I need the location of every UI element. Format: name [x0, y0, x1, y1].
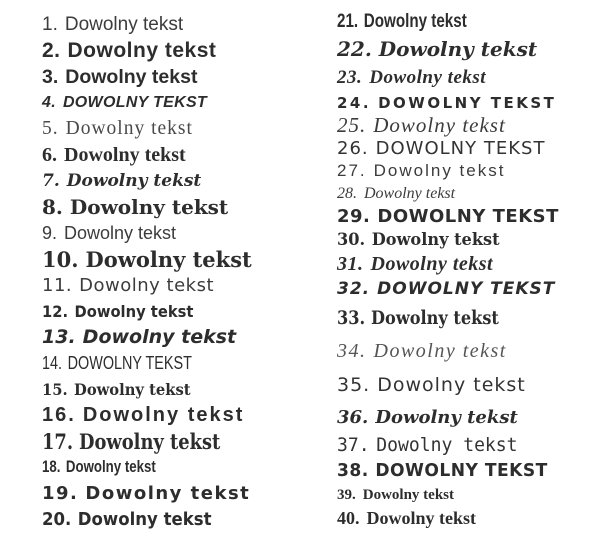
font-number: 30. — [337, 230, 366, 250]
font-sample-item — [337, 507, 559, 529]
font-sample-item — [337, 228, 548, 252]
font-number: 40. — [337, 507, 360, 528]
font-sample-text: DOWOLNY TEKST — [377, 206, 559, 227]
font-sample-text: Dowolny tekst — [85, 246, 252, 272]
font-number: 6. — [42, 143, 57, 166]
font-number: 10. — [42, 246, 79, 272]
font-sample-item — [337, 483, 559, 507]
font-sample-item — [42, 142, 252, 168]
font-sample-item — [42, 350, 210, 376]
font-number: 15. — [42, 379, 68, 399]
font-number: 21. — [337, 11, 359, 32]
font-number: 28. — [337, 184, 357, 202]
font-sample-text: DOWOLNY TEKST — [377, 279, 556, 299]
font-sample-text: Dowolny tekst — [369, 67, 487, 88]
font-sample-text: DOWOLNY TEKST — [378, 94, 557, 112]
font-sample-item — [42, 168, 252, 194]
font-sample-text: Dowolny tekst — [375, 406, 518, 428]
font-sample-text: Dowolny tekst — [371, 230, 500, 250]
font-sample-text: Dowolny tekst — [79, 274, 215, 296]
font-number: 22. — [337, 37, 372, 61]
font-sample-text: DOWOLNY TEKST — [375, 138, 546, 159]
font-sample-item — [337, 160, 559, 182]
font-number: 1. — [42, 14, 58, 35]
font-sample-text: Dowolny tekst — [69, 195, 229, 219]
font-sample-item — [337, 402, 559, 432]
font-number: 11. — [42, 274, 73, 296]
font-sample-text: Dowolny tekst — [82, 403, 245, 426]
font-sample-text: Dowolny tekst — [74, 379, 191, 399]
font-number: 27. — [337, 161, 367, 180]
font-sample-text: Dowolny tekst — [373, 161, 506, 180]
font-sample-item — [337, 334, 559, 368]
font-number: 35. — [337, 374, 371, 396]
font-number: 13. — [42, 326, 76, 348]
font-sample-text: DOWOLNY TEKST — [62, 94, 208, 111]
font-sample-text: DOWOLNY TEKST — [375, 459, 548, 481]
font-sample-text: DOWOLNY TEKST — [67, 352, 192, 373]
font-sample-item — [337, 457, 548, 483]
font-sample-item — [42, 64, 252, 90]
font-number: 12. — [42, 301, 69, 321]
font-sample-text: Dowolny tekst — [65, 118, 193, 139]
font-sample-item — [42, 116, 252, 142]
font-number: 38. — [337, 459, 369, 481]
font-number: 37. — [337, 433, 370, 456]
font-sample-text: Dowolny tekst — [64, 14, 184, 35]
font-number: 36. — [337, 406, 369, 428]
font-sample-text: Dowolny tekst — [65, 457, 156, 476]
font-number: 7. — [42, 171, 60, 191]
font-list-column-left — [42, 12, 252, 532]
font-sample-item — [42, 324, 252, 350]
font-sample-text: Dowolny tekst — [65, 65, 198, 88]
font-sample-item — [42, 506, 235, 532]
font-number: 16. — [42, 403, 76, 426]
font-sample-text: Dowolny tekst — [370, 252, 494, 275]
font-number: 23. — [337, 67, 363, 88]
font-sample-item — [337, 252, 559, 276]
font-sample-text: Dowolny tekst — [363, 11, 467, 32]
font-number: 5. — [42, 118, 59, 139]
font-number: 17. — [42, 428, 74, 454]
font-number: 14. — [42, 352, 63, 373]
font-number: 2. — [42, 39, 61, 62]
font-sample-item — [337, 276, 559, 302]
font-sample-item — [337, 92, 559, 114]
font-sample-item — [42, 298, 235, 324]
font-sample-item — [42, 402, 252, 428]
font-sample-text: Dowolny tekst — [366, 507, 477, 528]
font-sample-text: Dowolny tekst — [82, 326, 237, 348]
font-number: 24. — [337, 94, 372, 112]
font-number: 3. — [42, 65, 59, 88]
font-sample-item — [42, 246, 252, 272]
font-sample-item — [337, 205, 559, 228]
font-sample-item — [42, 38, 252, 64]
font-sample-text: Dowolny tekst — [373, 339, 507, 362]
font-sample-text: Dowolny tekst — [79, 428, 221, 454]
font-sample-text: Dowolny tekst — [364, 184, 456, 202]
font-sample-text: Dowolny tekst — [64, 143, 186, 166]
font-sample-text: Dowolny tekst — [77, 508, 212, 530]
font-number: 8. — [42, 195, 63, 219]
font-sample-text: Dowolny tekst — [85, 482, 251, 504]
font-sample-item — [337, 114, 559, 137]
font-sample-text: Dowolny tekst — [373, 113, 506, 137]
font-number: 9. — [42, 222, 58, 243]
font-sample-item — [337, 34, 559, 64]
font-sample-item — [42, 220, 252, 246]
font-sample-text: Dowolny tekst — [64, 222, 177, 243]
font-sample-text: Dowolny tekst — [377, 374, 526, 396]
font-sample-item — [337, 10, 515, 34]
font-number: 19. — [42, 482, 79, 504]
font-number: 18. — [42, 457, 61, 476]
font-sample-text: Dowolny tekst — [378, 37, 538, 61]
font-sample-text: Dowolny tekst — [362, 486, 455, 503]
font-sample-text: Dowolny tekst — [371, 307, 499, 329]
font-sample-item — [337, 182, 559, 205]
font-number: 20. — [42, 508, 72, 530]
font-number: 32. — [337, 279, 371, 299]
font-number: 39. — [337, 486, 356, 503]
font-number: 4. — [42, 94, 56, 111]
font-sample-text: Dowolny tekst — [376, 433, 518, 456]
font-number: 25. — [337, 113, 367, 137]
font-sample-text: Dowolny tekst — [74, 301, 194, 321]
font-list-column-right — [337, 10, 559, 529]
font-sample-item — [337, 432, 548, 457]
font-sample-text: Dowolny tekst — [66, 171, 202, 191]
font-sample-item — [337, 64, 559, 92]
font-number: 31. — [337, 252, 364, 275]
font-sample-item — [42, 376, 235, 402]
font-sample-item — [42, 90, 252, 116]
font-sample-item — [337, 137, 559, 160]
font-sample-item — [42, 194, 252, 220]
font-sample-item — [42, 12, 252, 38]
font-sample-item — [42, 428, 220, 454]
font-sample-item — [42, 480, 252, 506]
font-number: 26. — [337, 138, 369, 159]
font-sample-item — [337, 302, 526, 334]
font-sample-item — [42, 454, 206, 480]
font-sample-item — [42, 272, 252, 298]
font-number: 33. — [337, 307, 366, 329]
font-number: 34. — [337, 339, 367, 362]
font-number: 29. — [337, 206, 371, 227]
font-sample-text: Dowolny tekst — [67, 39, 217, 62]
font-sample-item — [337, 368, 559, 402]
